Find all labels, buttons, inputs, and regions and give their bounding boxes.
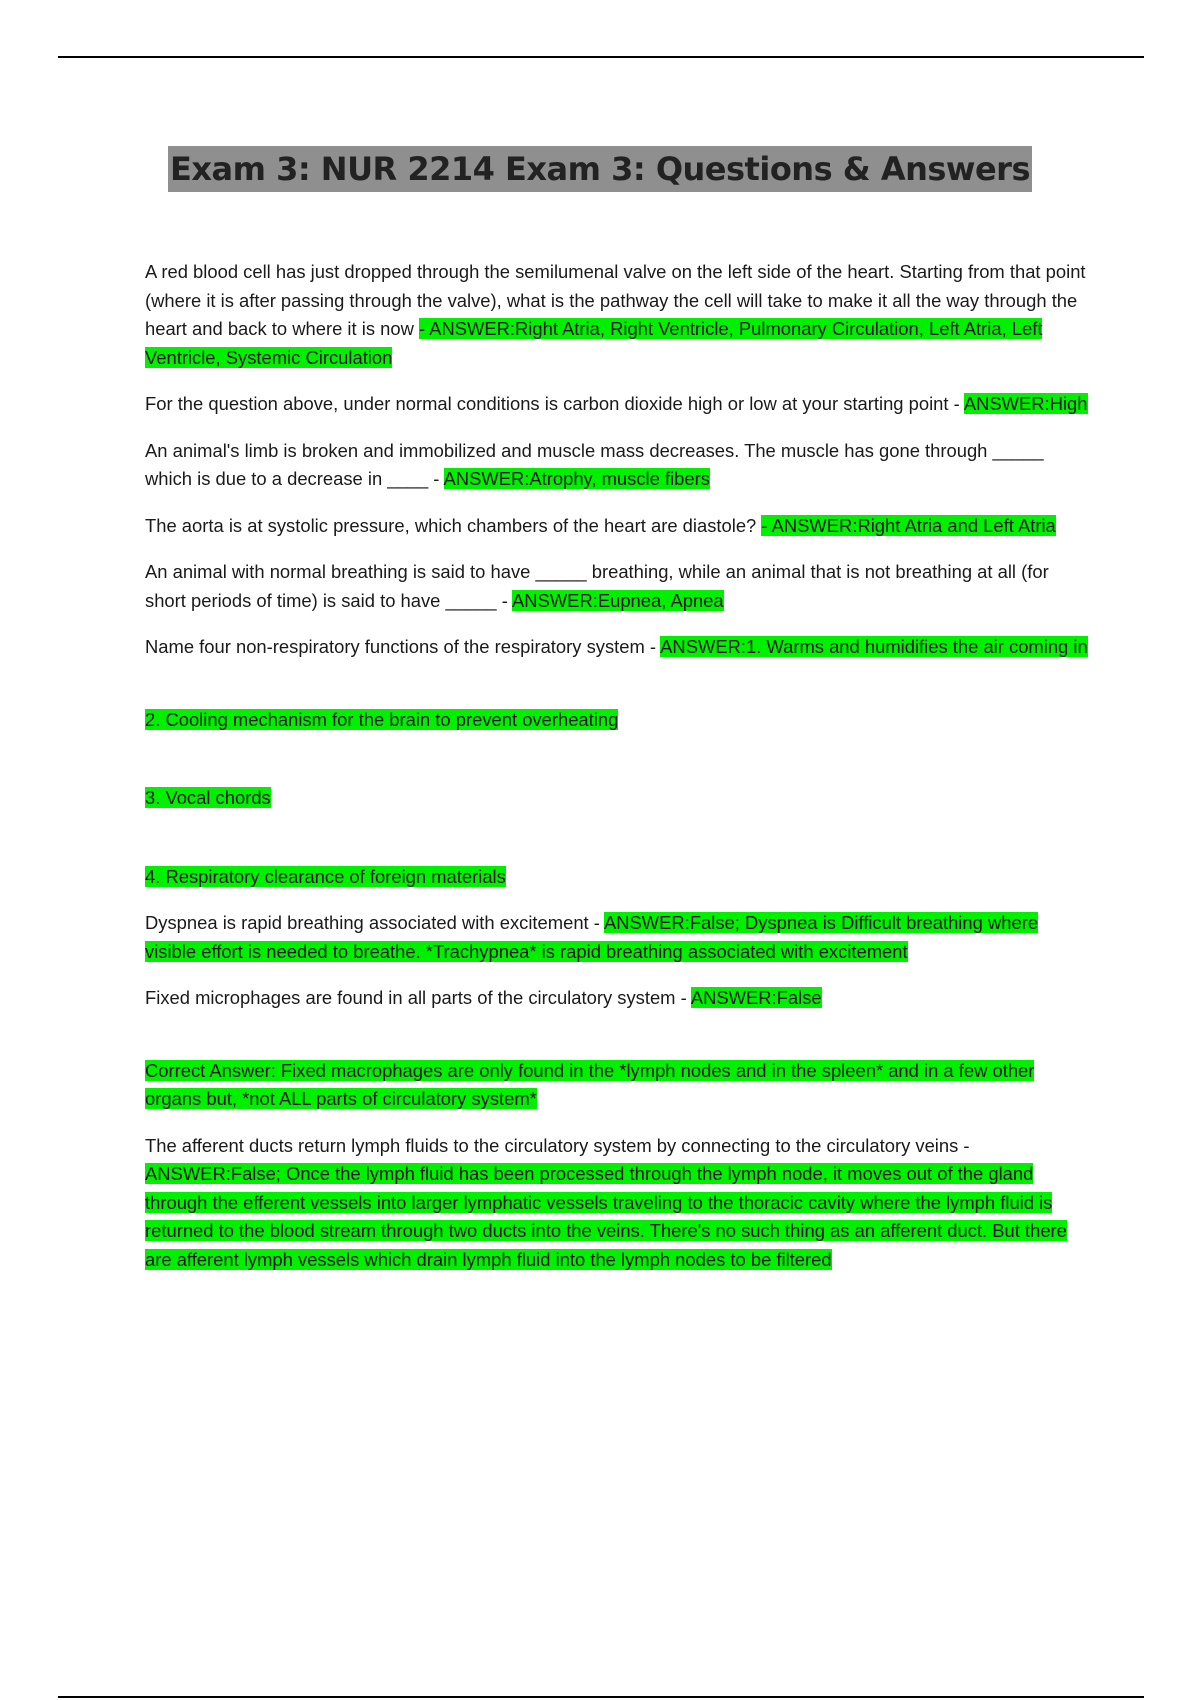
qa-item: [145, 558, 1090, 615]
question-text: The afferent ducts return lymph fluids to the circulatory system by connecting to the circulatory veins -: [145, 1134, 970, 1156]
qa-item: [145, 512, 1090, 541]
qa-item: [145, 390, 1090, 419]
qa-line: [145, 633, 1090, 662]
answer-text: 3. Vocal chords: [145, 787, 271, 808]
answer-text: ANSWER:High: [963, 393, 1088, 414]
question-text: For the question above, under normal conditions is carbon dioxide high or low at your starting point -: [145, 393, 964, 414]
answer-text: 2. Cooling mechanism for the brain to prevent overheating: [145, 708, 619, 730]
qa-line: [145, 984, 1090, 1013]
qa-item: [145, 1132, 1090, 1275]
answer-text: ANSWER:False; Once the lymph fluid has been processed through the lymph node, it moves out of the gland through the efferent vessels into larger lymphatic vessels traveling to the thoracic cavity where the lymph fluid is returned to the blood stream through two ducts into the veins. There's no such thing as an afferent duct. But there are afferent lymph vessels which drain lymph fluid into the lymph nodes to be filtered: [145, 1163, 1067, 1270]
answer-continuation: [145, 706, 1090, 735]
question-text: The aorta is at systolic pressure, which chambers of the heart are diastole?: [145, 514, 762, 536]
question-text: A red blood cell has just dropped through the semilumenal valve on the left side of the heart. Starting from that point (where it is after passing through the valve), what is the pathway the cell will take to make it all the way through the heart and back to where it is now: [145, 261, 1086, 339]
answer-continuation: [145, 863, 1090, 892]
answer-text: ANSWER:False; Dyspnea is Difficult breathing where visible effort is needed to breathe. *Trachypnea* is rapid breathing associated with excitement: [145, 912, 1039, 962]
qa-item: [145, 437, 1090, 494]
qa-item: [145, 984, 1090, 1114]
qa-item: [145, 258, 1090, 372]
bottom-rule: [58, 1696, 1144, 1698]
title-wrap: [0, 146, 1200, 192]
qa-item: [145, 633, 1090, 891]
qa-item: [145, 909, 1090, 966]
top-rule: [58, 56, 1144, 58]
answer-text: 4. Respiratory clearance of foreign materials: [145, 865, 506, 887]
answer-continuation: [145, 1057, 1090, 1114]
answer-text: - ANSWER:Right Atria and Left Atria: [761, 514, 1056, 536]
answer-text: Correct Answer: Fixed macrophages are only found in the *lymph nodes and in the spleen* and in a few other organs but, *not ALL parts of circulatory system*: [145, 1059, 1035, 1109]
question-text: An animal's limb is broken and immobilized and muscle mass decreases. The muscle has gone through _____ which is due to a decrease in ____ -: [145, 439, 1044, 489]
qa-content: [145, 258, 1090, 1292]
answer-text: ANSWER:Eupnea, Apnea: [512, 589, 724, 611]
question-text: Name four non-respiratory functions of the respiratory system -: [145, 636, 661, 657]
question-text: An animal with normal breathing is said to have _____ breathing, while an animal that is not breathing at all (for short periods of time) is said to have _____ -: [145, 561, 1049, 611]
page-title: Exam 3: NUR 2214 Exam 3: Questions & Answers: [168, 146, 1032, 192]
answer-text: ANSWER:1. Warms and humidifies the air coming in: [660, 636, 1088, 657]
answer-text: ANSWER:False: [690, 987, 822, 1008]
answer-continuation: [145, 784, 1090, 813]
answer-text: - ANSWER:Right Atria, Right Ventricle, Pulmonary Circulation, Left Atria, Left Ventricle, Systemic Circulation: [145, 318, 1043, 368]
question-text: Dyspnea is rapid breathing associated with excitement -: [145, 912, 604, 933]
answer-text: ANSWER:Atrophy, muscle fibers: [443, 468, 710, 489]
question-text: Fixed microphages are found in all parts of the circulatory system -: [145, 987, 691, 1008]
